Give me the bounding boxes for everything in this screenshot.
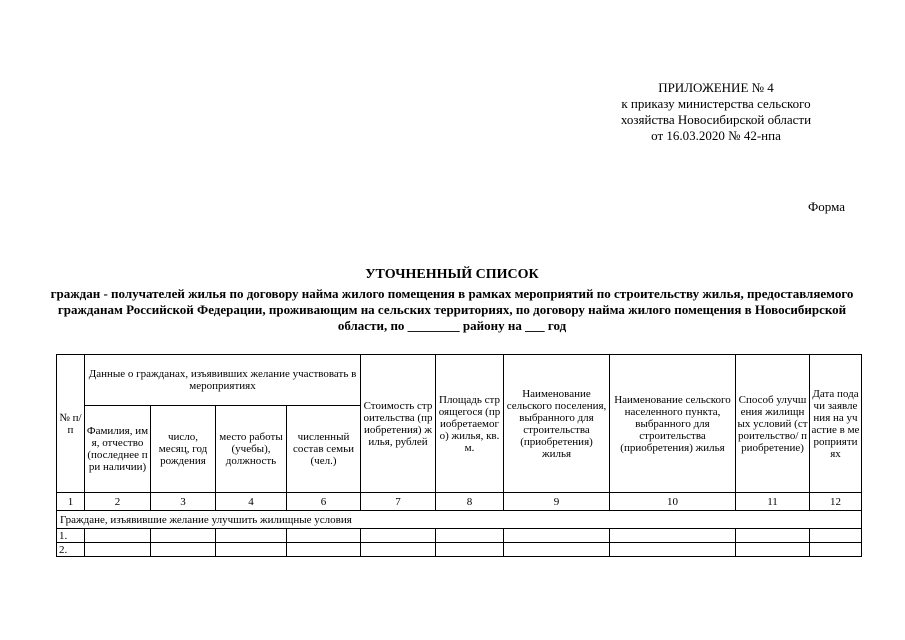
column-number: 8	[436, 493, 504, 511]
header-family: численный состав семьи (чел.)	[287, 406, 361, 493]
column-number-row	[57, 493, 862, 511]
table-row	[57, 529, 862, 543]
table-cell	[85, 543, 151, 557]
column-number: 11	[736, 493, 810, 511]
appendix-date-line: от 16.03.2020 № 42-нпа	[651, 128, 781, 143]
table-cell	[361, 543, 436, 557]
table-cell	[810, 543, 862, 557]
appendix-ministry-line: хозяйства Новосибирской области	[620, 112, 812, 127]
header-name: Фамилия, имя, отчество (последнее при наличии)	[85, 406, 151, 493]
header-area: Площадь строящегося (приобретаемого) жилья, кв. м.	[436, 355, 504, 493]
table-cell	[361, 529, 436, 543]
header-group-citizens: Данные о гражданах, изъявивших желание участвовать в мероприятиях	[85, 355, 361, 406]
document-subtitle: граждан - получателей жилья по договору найма жилого помещения в рамках мероприятий по строительству жилья, предоставляемого гражданам Российской Федерации, проживающим на сельских территориях, по договору найма жилого помещения в Новосибирской области, по ________ району на ___ год	[50, 286, 854, 333]
row-number: 2.	[57, 543, 85, 557]
column-number: 6	[287, 493, 361, 511]
section-row	[57, 511, 862, 529]
header-work: место работы (учебы), должность	[216, 406, 287, 493]
header-method: Способ улучшения жилищных условий (строительство/ приобретение)	[736, 355, 810, 493]
column-number: 7	[361, 493, 436, 511]
table-cell	[610, 543, 736, 557]
table-cell	[216, 529, 287, 543]
header-locality: Наименование сельского населенного пункта, выбранного для строительства (приобретения) жилья	[610, 355, 736, 493]
table-cell	[151, 543, 216, 557]
header-row-top	[57, 355, 862, 406]
table-cell	[810, 529, 862, 543]
row-number: 1.	[57, 529, 85, 543]
appendix-block	[596, 80, 836, 144]
section-label: Граждане, изъявившие желание улучшить жилищные условия	[57, 511, 862, 529]
header-birth: число, месяц, год рождения	[151, 406, 216, 493]
header-num: № п/п	[57, 355, 85, 493]
table-cell	[151, 529, 216, 543]
citizens-table	[56, 354, 862, 557]
table-cell	[736, 529, 810, 543]
column-number: 2	[85, 493, 151, 511]
header-settlement: Наименование сельского поселения, выбранного для строительства (приобретения) жилья	[504, 355, 610, 493]
table-cell	[436, 529, 504, 543]
table-cell	[736, 543, 810, 557]
table-cell	[610, 529, 736, 543]
appendix-order-line: к приказу министерства сельского	[621, 96, 811, 111]
table-cell	[504, 543, 610, 557]
column-number: 12	[810, 493, 862, 511]
table-cell	[504, 529, 610, 543]
header-date: Дата подачи заявления на участие в мероприятиях	[810, 355, 862, 493]
table-cell	[436, 543, 504, 557]
table-cell	[85, 529, 151, 543]
table-cell	[287, 543, 361, 557]
column-number: 1	[57, 493, 85, 511]
column-number: 3	[151, 493, 216, 511]
column-number: 4	[216, 493, 287, 511]
table-cell	[287, 529, 361, 543]
header-cost: Стоимость строительства (приобретения) жилья, рублей	[361, 355, 436, 493]
column-number: 10	[610, 493, 736, 511]
table-row	[57, 543, 862, 557]
table-cell	[216, 543, 287, 557]
appendix-number: ПРИЛОЖЕНИЕ № 4	[658, 80, 774, 95]
column-number: 9	[504, 493, 610, 511]
document-title: УТОЧНЕННЫЙ СПИСОК	[365, 267, 539, 282]
form-label: Форма	[808, 199, 845, 214]
